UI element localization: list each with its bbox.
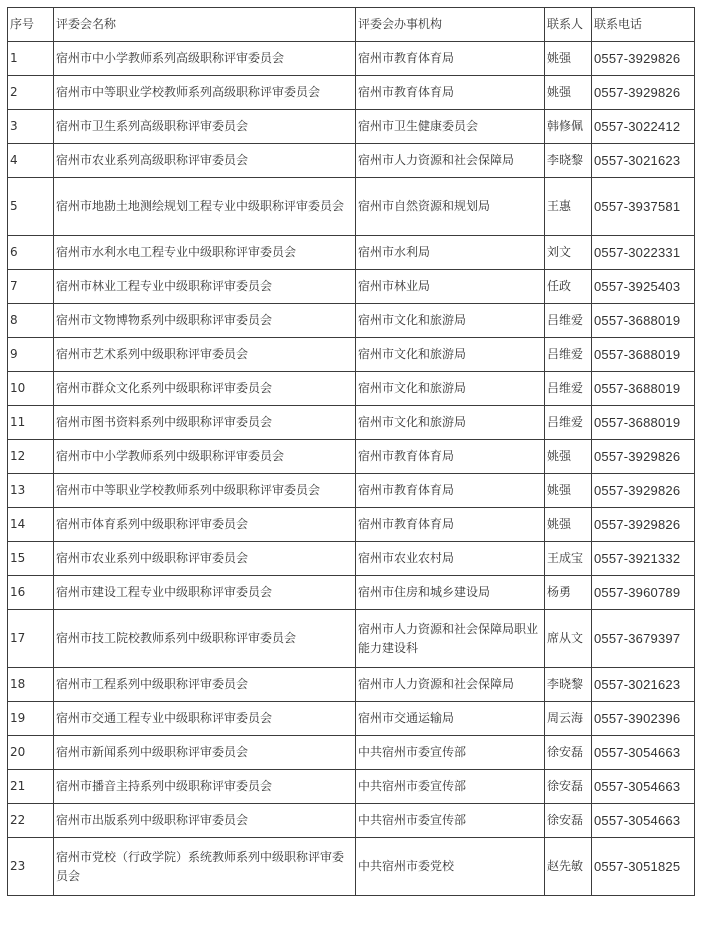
cell-committee-name: 宿州市农业系列高级职称评审委员会 [54,144,356,178]
cell-office: 宿州市人力资源和社会保障局职业能力建设科 [356,610,545,668]
cell-phone: 0557-3902396 [592,702,695,736]
cell-no: 12 [8,440,54,474]
cell-no: 20 [8,736,54,770]
cell-committee-name: 宿州市文物博物系列中级职称评审委员会 [54,304,356,338]
cell-office: 宿州市交通运输局 [356,702,545,736]
cell-committee-name: 宿州市地勘土地测绘规划工程专业中级职称评审委员会 [54,178,356,236]
cell-no: 8 [8,304,54,338]
cell-no: 22 [8,804,54,838]
cell-contact-person: 徐安磊 [545,804,592,838]
cell-no: 4 [8,144,54,178]
cell-office: 宿州市人力资源和社会保障局 [356,144,545,178]
table-row [8,508,695,542]
cell-no: 18 [8,668,54,702]
cell-contact-person: 徐安磊 [545,736,592,770]
table-row [8,576,695,610]
cell-office: 宿州市教育体育局 [356,42,545,76]
cell-no: 10 [8,372,54,406]
cell-no: 13 [8,474,54,508]
cell-phone: 0557-3929826 [592,474,695,508]
cell-contact-person: 韩修佩 [545,110,592,144]
table-row [8,440,695,474]
cell-contact-person: 吕维爱 [545,372,592,406]
cell-office: 宿州市自然资源和规划局 [356,178,545,236]
cell-no: 3 [8,110,54,144]
cell-office: 宿州市文化和旅游局 [356,406,545,440]
cell-office: 宿州市住房和城乡建设局 [356,576,545,610]
cell-committee-name: 宿州市交通工程专业中级职称评审委员会 [54,702,356,736]
cell-contact-person: 刘文 [545,236,592,270]
cell-committee-name: 宿州市水利水电工程专业中级职称评审委员会 [54,236,356,270]
cell-phone: 0557-3022331 [592,236,695,270]
table-row [8,236,695,270]
cell-office: 宿州市农业农村局 [356,542,545,576]
cell-committee-name: 宿州市体育系列中级职称评审委员会 [54,508,356,542]
cell-no: 16 [8,576,54,610]
cell-contact-person: 姚强 [545,474,592,508]
cell-office: 宿州市水利局 [356,236,545,270]
cell-committee-name: 宿州市艺术系列中级职称评审委员会 [54,338,356,372]
cell-committee-name: 宿州市中小学教师系列高级职称评审委员会 [54,42,356,76]
cell-phone: 0557-3679397 [592,610,695,668]
cell-committee-name: 宿州市技工院校教师系列中级职称评审委员会 [54,610,356,668]
cell-office: 宿州市教育体育局 [356,474,545,508]
table-row [8,110,695,144]
table-row [8,42,695,76]
cell-committee-name: 宿州市党校（行政学院）系统教师系列中级职称评审委员会 [54,838,356,896]
cell-committee-name: 宿州市播音主持系列中级职称评审委员会 [54,770,356,804]
table-row [8,610,695,668]
cell-contact-person: 杨勇 [545,576,592,610]
cell-office: 宿州市文化和旅游局 [356,372,545,406]
cell-contact-person: 王惠 [545,178,592,236]
table-row [8,770,695,804]
cell-office: 宿州市教育体育局 [356,508,545,542]
cell-contact-person: 姚强 [545,440,592,474]
cell-office: 中共宿州市委宣传部 [356,770,545,804]
cell-contact-person: 席从文 [545,610,592,668]
cell-office: 宿州市林业局 [356,270,545,304]
cell-phone: 0557-3021623 [592,144,695,178]
cell-no: 2 [8,76,54,110]
cell-phone: 0557-3688019 [592,304,695,338]
header-phone: 联系电话 [592,8,695,42]
cell-phone: 0557-3929826 [592,440,695,474]
cell-contact-person: 李晓黎 [545,144,592,178]
cell-no: 23 [8,838,54,896]
cell-phone: 0557-3921332 [592,542,695,576]
table-header-row [8,8,695,42]
cell-office: 宿州市文化和旅游局 [356,304,545,338]
table-row [8,178,695,236]
table-row [8,542,695,576]
cell-no: 1 [8,42,54,76]
cell-phone: 0557-3022412 [592,110,695,144]
cell-committee-name: 宿州市群众文化系列中级职称评审委员会 [54,372,356,406]
cell-office: 宿州市文化和旅游局 [356,338,545,372]
cell-phone: 0557-3925403 [592,270,695,304]
cell-office: 宿州市人力资源和社会保障局 [356,668,545,702]
cell-office: 宿州市卫生健康委员会 [356,110,545,144]
cell-committee-name: 宿州市中等职业学校教师系列高级职称评审委员会 [54,76,356,110]
table-row [8,736,695,770]
cell-phone: 0557-3688019 [592,406,695,440]
cell-phone: 0557-3688019 [592,338,695,372]
table-row [8,76,695,110]
cell-no: 21 [8,770,54,804]
header-org: 评委会办事机构 [356,8,545,42]
table-row [8,304,695,338]
cell-phone: 0557-3929826 [592,508,695,542]
cell-no: 17 [8,610,54,668]
table-row [8,668,695,702]
table-row [8,804,695,838]
cell-committee-name: 宿州市图书资料系列中级职称评审委员会 [54,406,356,440]
cell-committee-name: 宿州市建设工程专业中级职称评审委员会 [54,576,356,610]
committee-table [7,7,695,896]
cell-phone: 0557-3021623 [592,668,695,702]
header-name: 评委会名称 [54,8,356,42]
cell-contact-person: 吕维爱 [545,338,592,372]
cell-phone: 0557-3054663 [592,770,695,804]
cell-committee-name: 宿州市工程系列中级职称评审委员会 [54,668,356,702]
cell-contact-person: 吕维爱 [545,406,592,440]
cell-committee-name: 宿州市出版系列中级职称评审委员会 [54,804,356,838]
cell-phone: 0557-3929826 [592,76,695,110]
cell-contact-person: 姚强 [545,508,592,542]
cell-no: 14 [8,508,54,542]
cell-phone: 0557-3688019 [592,372,695,406]
cell-committee-name: 宿州市农业系列中级职称评审委员会 [54,542,356,576]
table-row [8,702,695,736]
header-no: 序号 [8,8,54,42]
table-row [8,406,695,440]
cell-no: 6 [8,236,54,270]
cell-phone: 0557-3051825 [592,838,695,896]
cell-phone: 0557-3054663 [592,736,695,770]
cell-contact-person: 吕维爱 [545,304,592,338]
cell-phone: 0557-3929826 [592,42,695,76]
cell-phone: 0557-3937581 [592,178,695,236]
cell-contact-person: 徐安磊 [545,770,592,804]
cell-no: 5 [8,178,54,236]
cell-office: 中共宿州市委党校 [356,838,545,896]
cell-contact-person: 李晓黎 [545,668,592,702]
table-row [8,474,695,508]
cell-office: 宿州市教育体育局 [356,440,545,474]
cell-committee-name: 宿州市林业工程专业中级职称评审委员会 [54,270,356,304]
cell-phone: 0557-3054663 [592,804,695,838]
cell-contact-person: 王成宝 [545,542,592,576]
cell-contact-person: 周云海 [545,702,592,736]
cell-committee-name: 宿州市中小学教师系列中级职称评审委员会 [54,440,356,474]
cell-committee-name: 宿州市中等职业学校教师系列中级职称评审委员会 [54,474,356,508]
cell-committee-name: 宿州市新闻系列中级职称评审委员会 [54,736,356,770]
table-row [8,270,695,304]
cell-no: 7 [8,270,54,304]
cell-no: 19 [8,702,54,736]
cell-office: 中共宿州市委宣传部 [356,804,545,838]
table-row [8,144,695,178]
table-row [8,372,695,406]
cell-office: 宿州市教育体育局 [356,76,545,110]
header-contact: 联系人 [545,8,592,42]
cell-office: 中共宿州市委宣传部 [356,736,545,770]
cell-no: 15 [8,542,54,576]
cell-contact-person: 赵先敏 [545,838,592,896]
cell-contact-person: 姚强 [545,42,592,76]
cell-no: 11 [8,406,54,440]
table-row [8,338,695,372]
cell-contact-person: 姚强 [545,76,592,110]
table-row [8,838,695,896]
cell-phone: 0557-3960789 [592,576,695,610]
cell-contact-person: 任政 [545,270,592,304]
cell-committee-name: 宿州市卫生系列高级职称评审委员会 [54,110,356,144]
cell-no: 9 [8,338,54,372]
